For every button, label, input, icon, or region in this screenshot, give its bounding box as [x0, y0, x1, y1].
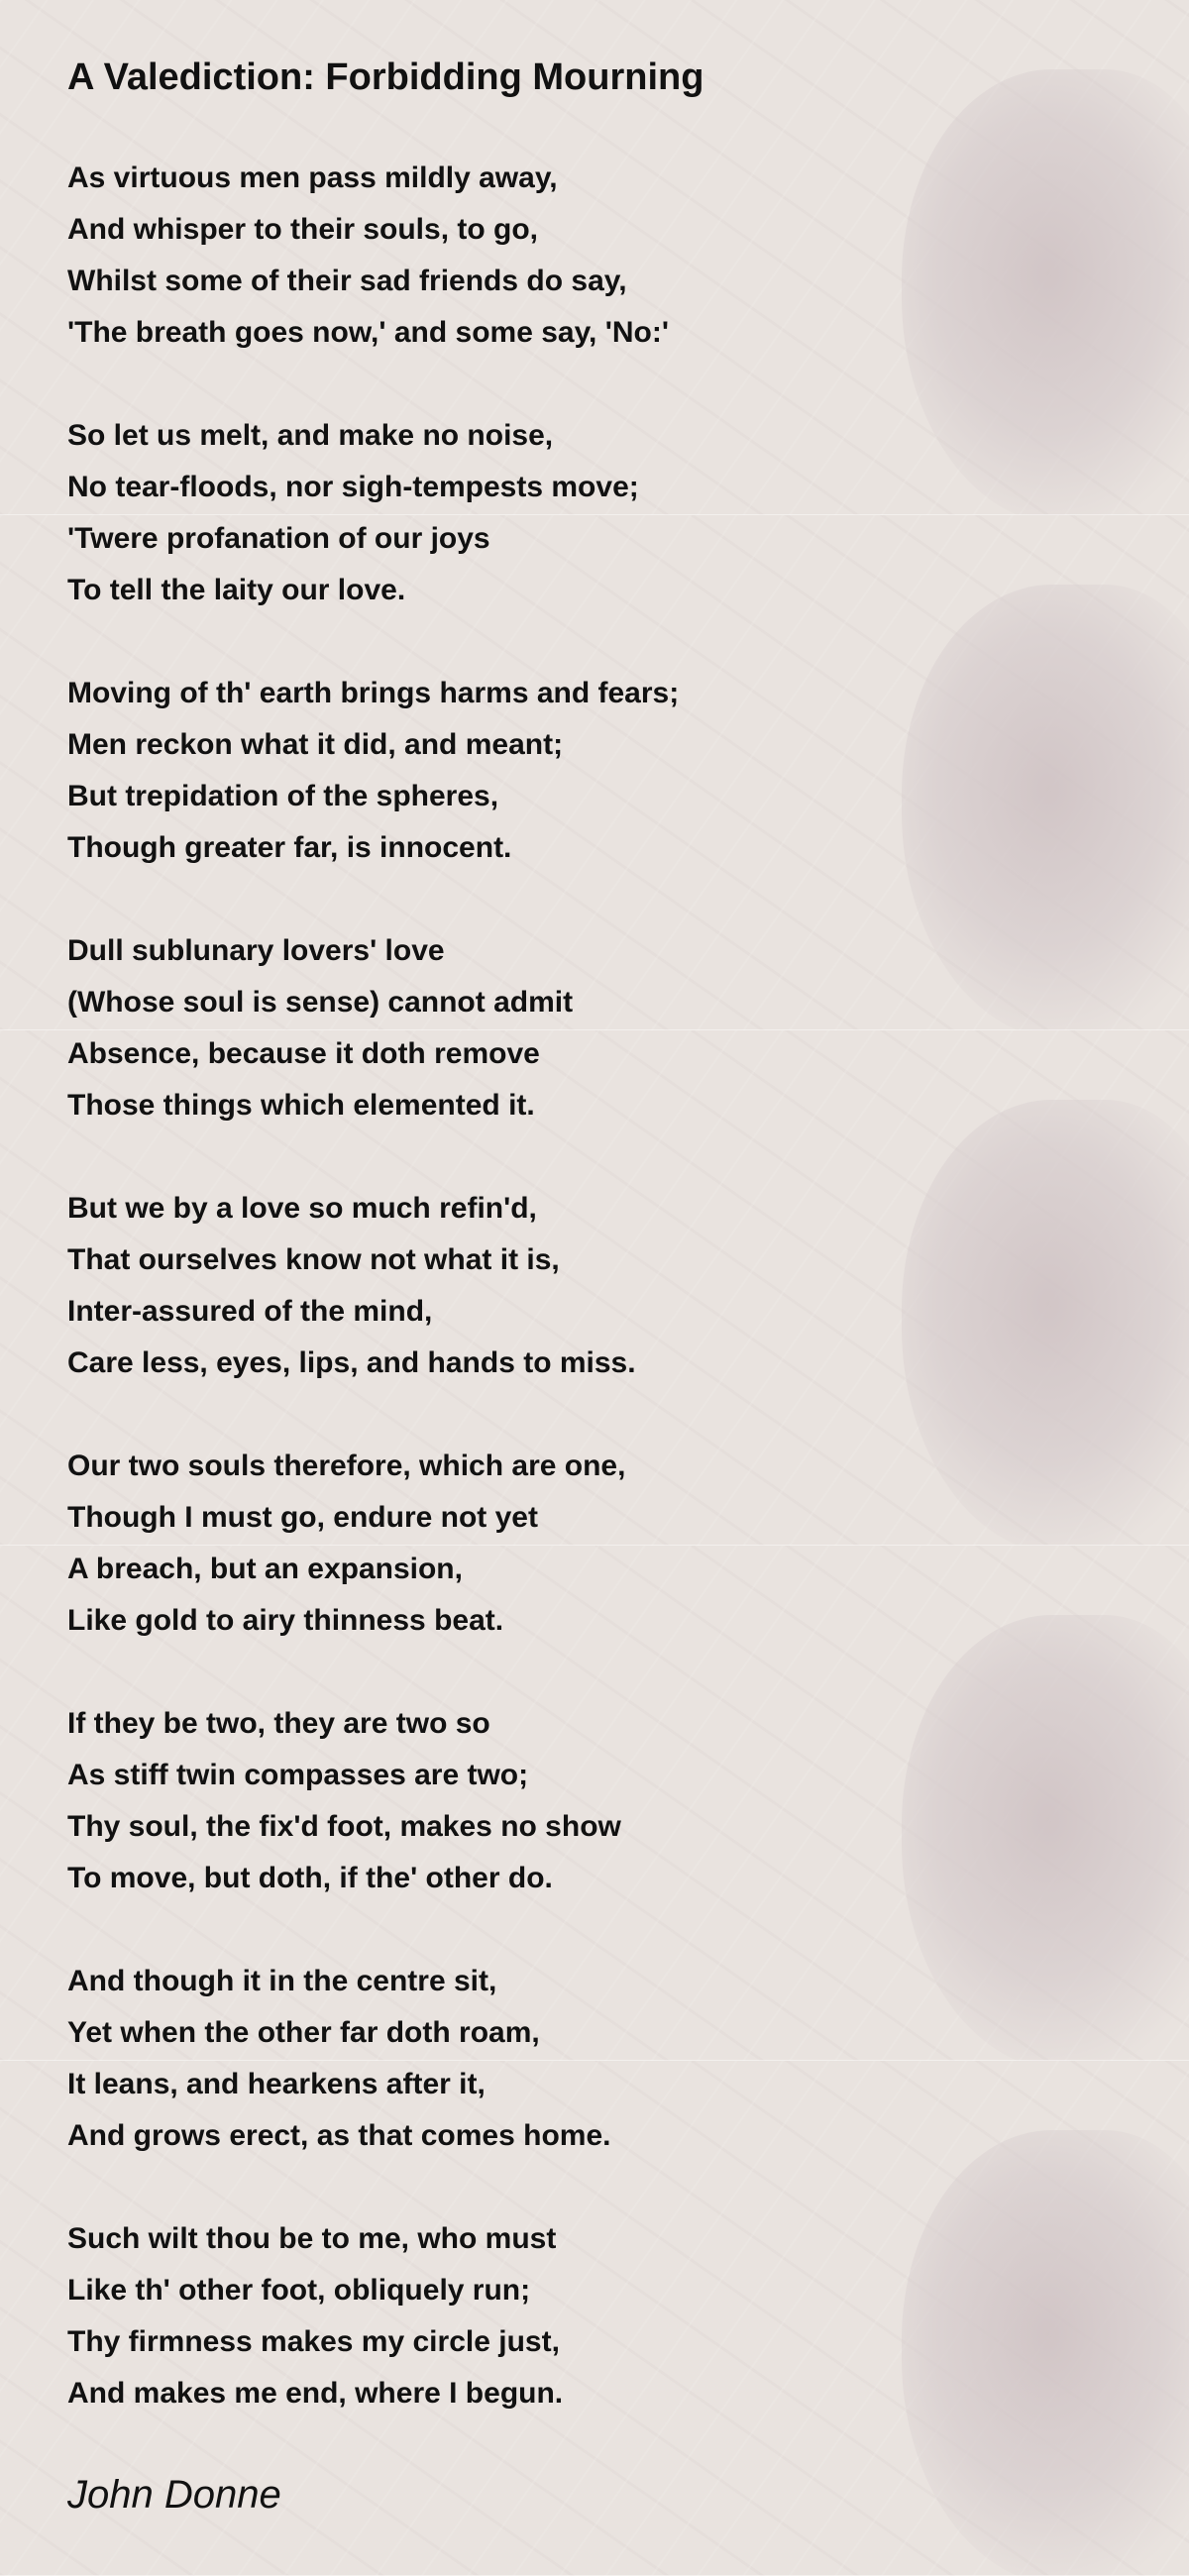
poem-line: And grows erect, as that comes home. — [67, 2119, 611, 2152]
poem-line: But we by a love so much refin'd, — [67, 1192, 537, 1225]
poem-line: Thy firmness makes my circle just, — [67, 2325, 560, 2358]
poem-line: Thy soul, the fix'd foot, makes no show — [67, 1810, 621, 1843]
poem-line: But trepidation of the spheres, — [67, 780, 499, 812]
poem-line: And makes me end, where I begun. — [67, 2377, 564, 2410]
stanza-6 — [67, 1441, 1118, 1647]
poem-line: Those things which elemented it. — [67, 1089, 535, 1122]
poem-author: John Donne — [67, 2473, 281, 2517]
poem-line: Our two souls therefore, which are one, — [67, 1449, 626, 1482]
poem-line: Yet when the other far doth roam, — [67, 2016, 540, 2049]
poem-line: Absence, because it doth remove — [67, 1037, 540, 1070]
poem-line: Like gold to airy thinness beat. — [67, 1604, 504, 1637]
poem-body — [67, 153, 1118, 2419]
poem-line: Whilst some of their sad friends do say, — [67, 265, 627, 297]
stanza-1 — [67, 153, 1118, 359]
poem-line: To tell the laity our love. — [67, 574, 406, 606]
stanza-7 — [67, 1698, 1118, 1904]
stanza-2 — [67, 410, 1118, 616]
poem-line: Though greater far, is innocent. — [67, 831, 512, 864]
poem-line: A breach, but an expansion, — [67, 1553, 463, 1585]
poem-line: Inter-assured of the mind, — [67, 1295, 433, 1328]
poem-line: To move, but doth, if the' other do. — [67, 1862, 553, 1894]
poem-line: Though I must go, endure not yet — [67, 1501, 538, 1534]
poem-line: Men reckon what it did, and meant; — [67, 728, 564, 761]
poem-container — [67, 48, 1118, 2471]
poem-line: And whisper to their souls, to go, — [67, 213, 539, 246]
poem-line: Moving of th' earth brings harms and fears; — [67, 677, 680, 709]
poem-line: Care less, eyes, lips, and hands to miss. — [67, 1346, 636, 1379]
poem-line: So let us melt, and make no noise, — [67, 419, 554, 452]
poem-title: A Valediction: Forbidding Mourning — [67, 56, 704, 98]
poem-line: Like th' other foot, obliquely run; — [67, 2274, 531, 2307]
poem-line: (Whose soul is sense) cannot admit — [67, 986, 574, 1019]
poem-line: As stiff twin compasses are two; — [67, 1759, 529, 1791]
poem-line: 'Twere profanation of our joys — [67, 522, 490, 555]
stanza-3 — [67, 668, 1118, 874]
stanza-5 — [67, 1183, 1118, 1389]
stanza-4 — [67, 925, 1118, 1131]
poem-line: Dull sublunary lovers' love — [67, 934, 445, 967]
poem-line: And though it in the centre sit, — [67, 1965, 497, 1997]
poem-line: As virtuous men pass mildly away, — [67, 161, 558, 194]
poem-line: It leans, and hearkens after it, — [67, 2068, 486, 2100]
poem-line: 'The breath goes now,' and some say, 'No:' — [67, 316, 669, 349]
poem-line: That ourselves know not what it is, — [67, 1243, 560, 1276]
poem-line: No tear-floods, nor sigh-tempests move; — [67, 471, 639, 503]
poem-line: Such wilt thou be to me, who must — [67, 2222, 557, 2255]
stanza-8 — [67, 1956, 1118, 2162]
stanza-9 — [67, 2213, 1118, 2419]
poem-line: If they be two, they are two so — [67, 1707, 490, 1740]
